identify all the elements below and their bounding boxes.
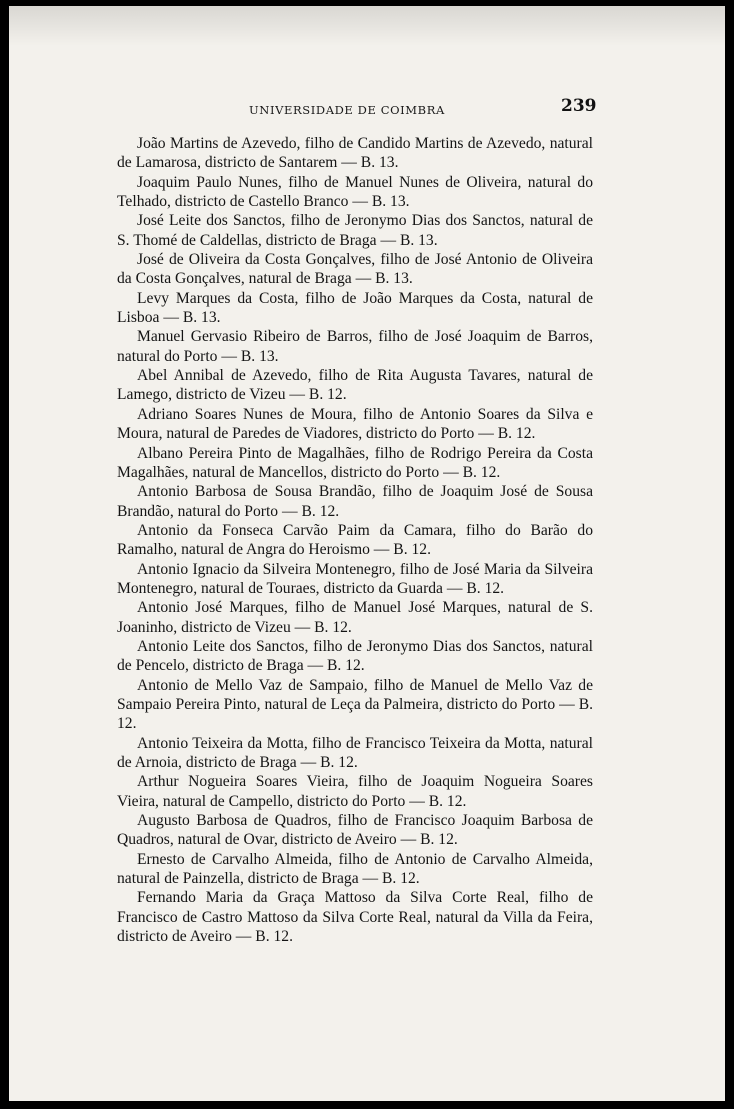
list-item: Levy Marques da Costa, filho de João Marques da Costa, natural de Lisboa — B. 13.: [117, 289, 593, 327]
list-item: Antonio Ignacio da Silveira Montenegro, filho de José Maria da Silveira Montenegro, natural de Touraes, districto da Guarda — B. 12.: [117, 560, 593, 597]
running-title: UNIVERSIDADE DE COIMBRA: [249, 103, 445, 117]
list-item: Augusto Barbosa de Quadros, filho de Francisco Joaquim Barbosa de Quadros, natural de Ovar, districto de Aveiro — B. 12.: [117, 812, 593, 849]
graduate-list: [117, 134, 593, 946]
list-item: Antonio Leite dos Sanctos, filho de Jeronymo Dias dos Sanctos, natural de Pencelo, districto de Braga — B. 12.: [117, 637, 593, 675]
list-item: João Martins de Azevedo, filho de Candido Martins de Azevedo, natural de Lamarosa, districto de Santarem — B. 13.: [117, 135, 593, 172]
list-item: Fernando Maria da Graça Mattoso da Silva Corte Real, filho de Francisco de Castro Mattoso da Silva Corte Real, natural da Villa da Feira, districto de Aveiro — B. 12.: [117, 889, 593, 946]
list-item: Manuel Gervasio Ribeiro de Barros, filho de José Joaquim de Barros, natural do Porto — B. 13.: [117, 328, 593, 365]
book-page: [9, 6, 725, 1101]
page-shadow: [9, 6, 725, 46]
list-item: José de Oliveira da Costa Gonçalves, filho de José Antonio de Oliveira da Costa Gonçalves, natural de Braga — B. 13.: [117, 251, 593, 288]
list-item: José Leite dos Sanctos, filho de Jeronymo Dias dos Sanctos, natural de S. Thomé de Caldellas, districto de Braga — B. 13.: [117, 212, 593, 249]
list-item: Albano Pereira Pinto de Magalhães, filho de Rodrigo Pereira da Costa Magalhães, natural de Mancellos, districto do Porto — B. 12.: [117, 444, 593, 481]
page-number: 239: [561, 96, 597, 116]
list-item: Antonio de Mello Vaz de Sampaio, filho de Manuel de Mello Vaz de Sampaio Pereira Pinto, natural de Leça da Palmeira, districto do Porto — B. 12.: [117, 676, 593, 733]
list-item: Joaquim Paulo Nunes, filho de Manuel Nunes de Oliveira, natural do Telhado, districto de Castello Branco — B. 13.: [117, 173, 593, 211]
list-item: Antonio da Fonseca Carvão Paim da Camara, filho do Barão do Ramalho, natural de Angra do Heroismo — B. 12.: [117, 521, 593, 559]
list-item: Antonio Teixeira da Motta, filho de Francisco Teixeira da Motta, natural de Arnoia, districto de Braga — B. 12.: [117, 734, 593, 771]
list-item: Arthur Nogueira Soares Vieira, filho de Joaquim Nogueira Soares Vieira, natural de Campello, districto do Porto — B. 12.: [117, 773, 593, 810]
list-item: Ernesto de Carvalho Almeida, filho de Antonio de Carvalho Almeida, natural de Painzella, districto de Braga — B. 12.: [117, 850, 593, 888]
list-item: Abel Annibal de Azevedo, filho de Rita Augusta Tavares, natural de Lamego, districto de Vizeu — B. 12.: [117, 367, 593, 404]
list-item: Antonio Barbosa de Sousa Brandão, filho de Joaquim José de Sousa Brandão, natural do Porto — B. 12.: [117, 483, 593, 520]
list-item: Antonio José Marques, filho de Manuel José Marques, natural de S. Joaninho, districto de Vizeu — B. 12.: [117, 599, 593, 636]
list-item: Adriano Soares Nunes de Moura, filho de Antonio Soares da Silva e Moura, natural de Paredes de Viadores, districto do Porto — B. 12.: [117, 405, 593, 443]
